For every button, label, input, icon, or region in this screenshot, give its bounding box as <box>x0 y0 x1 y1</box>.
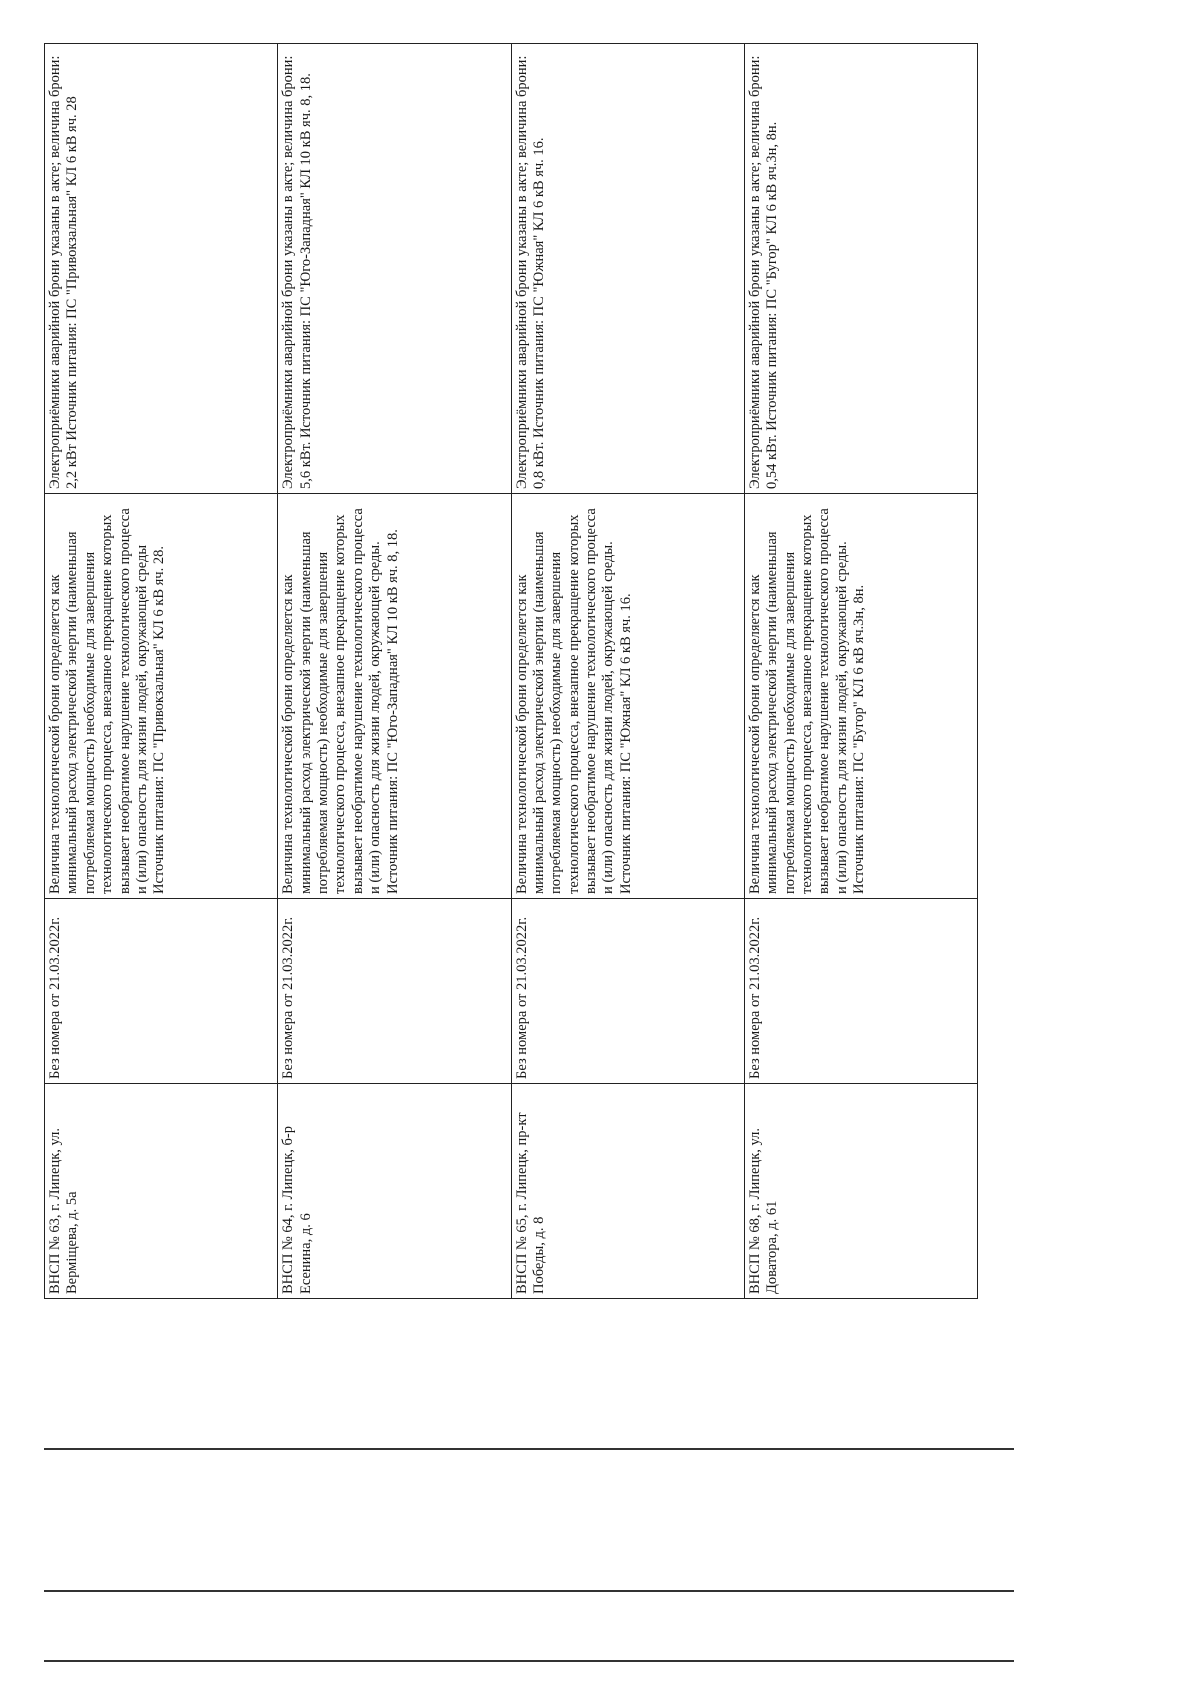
object-cell: ВНСП № 65, г. Липецк, пр-кт Победы, д. 8 <box>511 1084 744 1299</box>
act-cell: Без номера от 21.03.2022г. <box>511 899 744 1084</box>
rule-line <box>44 1590 1014 1592</box>
table-row <box>278 44 511 1299</box>
tech-reserve-cell: Величина технологической брони определяется как минимальный расход электрической энергии (наименьшая потребляемая мощность) необходимые для завершения технологического процесса, внезапное прекращение которых вызывает необратимое нарушение технологического процесса и (или) опасность для жизни людей, окружающей среды Источник питания: ПС "Привокзальная" КЛ 6 кВ яч. 28. <box>45 494 278 899</box>
table-row <box>511 44 744 1299</box>
object-cell: ВНСП № 63, г. Липецк, ул. Верміщева, д. 5а <box>45 1084 278 1299</box>
object-cell: ВНСП № 68, г. Липецк, ул. Доватора, д. 61 <box>744 1084 977 1299</box>
object-cell: ВНСП № 64, г. Липецк, б-р Есенина, д. 6 <box>278 1084 511 1299</box>
reserve-table <box>44 43 978 1299</box>
tech-reserve-cell: Величина технологической брони определяется как минимальный расход электрической энергии (наименьшая потребляемая мощность) необходимые для завершения технологического процесса, внезапное прекращение которых вызывает необратимое нарушение технологического процесса и (или) опасность для жизни людей, окружающей среды. Источник питания: ПС "Бугор" КЛ 6 кВ яч.3н, 8н. <box>744 494 977 899</box>
rule-line <box>44 1448 1014 1450</box>
emergency-reserve-cell: Электроприёмники аварийной брони указаны в акте; величина брони: 0,54 кВт. Источник питания: ПС "Бугор" КЛ 6 кВ яч.3н, 8н. <box>744 44 977 494</box>
emergency-reserve-cell: Электроприёмники аварийной брони указаны в акте; величина брони: 0,8 кВт. Источник питания: ПС "Южная" КЛ 6 кВ яч. 16. <box>511 44 744 494</box>
act-cell: Без номера от 21.03.2022г. <box>744 899 977 1084</box>
emergency-reserve-cell: Электроприёмники аварийной брони указаны в акте; величина брони: 2,2 кВт Источник питания: ПС "Привокзальная" КЛ 6 кВ яч. 28 <box>45 44 278 494</box>
tech-reserve-cell: Величина технологической брони определяется как минимальный расход электрической энергии (наименьшая потребляемая мощность) необходимые для завершения технологического процесса, внезапное прекращение которых вызывает необратимое нарушение технологического процесса и (или) опасность для жизни людей, окружающей среды. Источник питания: ПС "Юго-Западная" КЛ 10 кВ яч. 8, 18. <box>278 494 511 899</box>
tech-reserve-cell: Величина технологической брони определяется как минимальный расход электрической энергии (наименьшая потребляемая мощность) необходимые для завершения технологического процесса, внезапное прекращение которых вызывает необратимое нарушение технологического процесса и (или) опасность для жизни людей, окружающей среды. Источник питания: ПС "Южная" КЛ 6 кВ яч. 16. <box>511 494 744 899</box>
table-row <box>744 44 977 1299</box>
act-cell: Без номера от 21.03.2022г. <box>278 899 511 1084</box>
act-cell: Без номера от 21.03.2022г. <box>45 899 278 1084</box>
table-row <box>45 44 278 1299</box>
rotated-table-container <box>44 44 978 1299</box>
emergency-reserve-cell: Электроприёмники аварийной брони указаны в акте; величина брони: 5,6 кВт. Источник питания: ПС "Юго-Западная" КЛ 10 кВ яч. 8, 18. <box>278 44 511 494</box>
rule-line <box>44 1660 1014 1662</box>
